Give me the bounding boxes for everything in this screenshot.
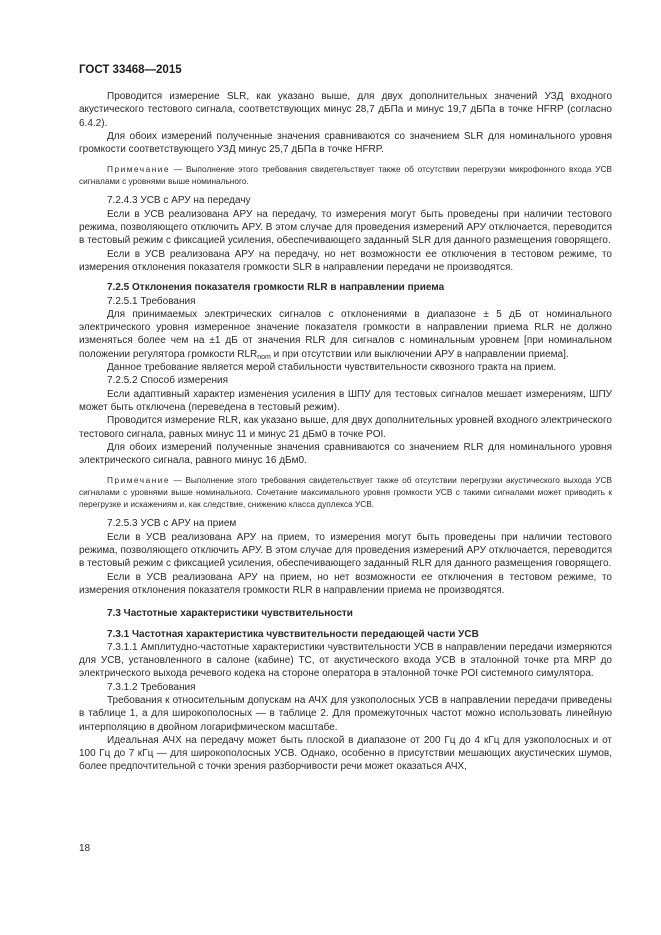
paragraph-text: и при отсутствии или выключении АРУ в направлении приема]. [270,348,569,360]
subsection-title: 7.2.5.3 УСВ с АРУ на прием [107,518,237,530]
paragraph: Данное требование является мерой стабильности чувствительности сквозного тракта на прием. [107,362,557,374]
note-label: Примечание [107,475,171,486]
paragraph: Если в УСВ реализована АРУ на прием, но нет возможности ее отключения в тестовом режиме, то измерения отклонения показателя громкости RLR в направлении приема не производятся. [79,571,612,596]
note-text: — Выполнение этого требования свидетельствует также об отсутствии перегрузки микрофонного входа УСВ сигналами с уровнями выше номинального. [79,164,612,187]
paragraph: Если адаптивный характер изменения усиления в ШПУ для тестовых сигналов мешает измерениям, ШПУ может быть отключена (переведена в тестовый режим). [79,388,612,413]
document-body [79,90,612,774]
paragraph: Идеальная АЧХ на передачу может быть плоской в диапазоне от 200 Гц до 4 кГц для узкополосных и от 100 Гц до 7 кГц — для широкополосных УСВ. Однако, особенно в присутствии мешающих акустических шумов, более предпочтительной с точки зрения разборчивости речи может оказаться АЧХ, [79,734,612,773]
paragraph-text: Для принимаемых электрических сигналов с отклонениями в диапазоне ± 5 дБ от номинального электрического уровня измеренное значение показателя громкости в направлении приема RLR не должно изменяться более чем на ±1 дБ от значения RLR для сигналов с номинальным уровнем [при номинальном положении регулятора громкости RLR [79,308,612,360]
paragraph: Проводится измерение SLR, как указано выше, для двух дополнительных значений УЗД входного акустического тестового сигнала, соответствующих минус 28,7 дБПа и минус 19,7 дБПа в точке HFRP (согласно 6.4.2). [79,91,612,129]
paragraph: Если в УСВ реализована АРУ на передачу, но нет возможности ее отключения в тестовом режиме, то измерения отклонения показателя громкости SLR в направлении передачи не производятся. [79,248,612,273]
note-text: — Выполнение этого требования свидетельствует также об отсутствии перегрузки акустического выхода УСВ сигналами с уровнями выше номинального. Сочетание максимального уровня громкости УСВ с такими сигналами может приводить к перегрузке и искажениям и, как следствие, снижению класса дуплекса УСВ. [79,475,612,510]
note [79,474,612,510]
section-heading: 7.3.1 Частотная характеристика чувствительности передающей части УСВ [107,628,479,640]
page-number: 18 [79,843,91,854]
subsection-title: 7.3.1.2 Требования [107,681,196,693]
paragraph: Для обоих измерений полученные значения сравниваются со значением RLR для номинального уровня электрического сигнала, равного минус 16 дБм0. [79,441,612,467]
note-label: Примечание [107,164,171,175]
paragraph: Для обоих измерений полученные значения сравниваются со значением SLR для номинального уровня громкости соответствующего УЗД минус 25,7 дБПа в точке HFRP. [79,130,612,156]
paragraph: Проводится измерение RLR, как указано выше, для двух дополнительных уровней входного электрического тестового сигнала, равных минус 11 и минус 21 дБм0 в точке POI. [79,415,612,440]
paragraph: Если в УСВ реализована АРУ на передачу, то измерения могут быть проведены при наличии тестового режима, позволяющего отключить АРУ. В этом случае для проведения измерений АРУ отключается, переводится в тестовый режим с фиксацией усиления, обеспечивающего заданный SLR для данного размещения говорящего. [79,208,612,247]
paragraph [79,308,612,361]
paragraph: 7.3.1.1 Амплитудно-частотные характеристики чувствительности УСВ в направлении передачи измеряются для УСВ, установленного в салоне (кабине) ТС, от акустического входа УСВ в эталонной точке рта MRP до электрического выхода речевого кодека на стороне оператора в эталонной точке POI системного симулятора. [79,641,612,680]
subsection-title: 7.2.5.2 Способ измерения [107,375,228,387]
note [79,163,612,187]
subscript: nom [257,353,271,361]
subsection-title: 7.2.4.3 УСВ с АРУ на передачу [107,195,251,207]
section-heading: 7.3 Частотные характеристики чувствительности [107,608,353,620]
subsection-title: 7.2.5.1 Требования [107,295,196,307]
standard-header: ГОСТ 33468—2015 [79,64,182,76]
paragraph: Требования к относительным допускам на АЧХ для узкополосных УСВ в направлении передачи приведены в таблице 1, а для широкополосных — в таблице 2. Для промежуточных частот можно использовать линейную интерполяцию в двойном логарифмическом масштабе. [79,694,612,733]
section-heading: 7.2.5 Отклонения показателя громкости RLR в направлении приема [107,282,445,294]
paragraph: Если в УСВ реализована АРУ на прием, то измерения могут быть проведены при наличии тестового режима, позволяющего отключить АРУ. В этом случае для проведения измерений АРУ отключается, переводится в тестовый режим с фиксацией усиления, обеспечивающего заданный RLR для данного размещения говорящего. [79,531,612,570]
